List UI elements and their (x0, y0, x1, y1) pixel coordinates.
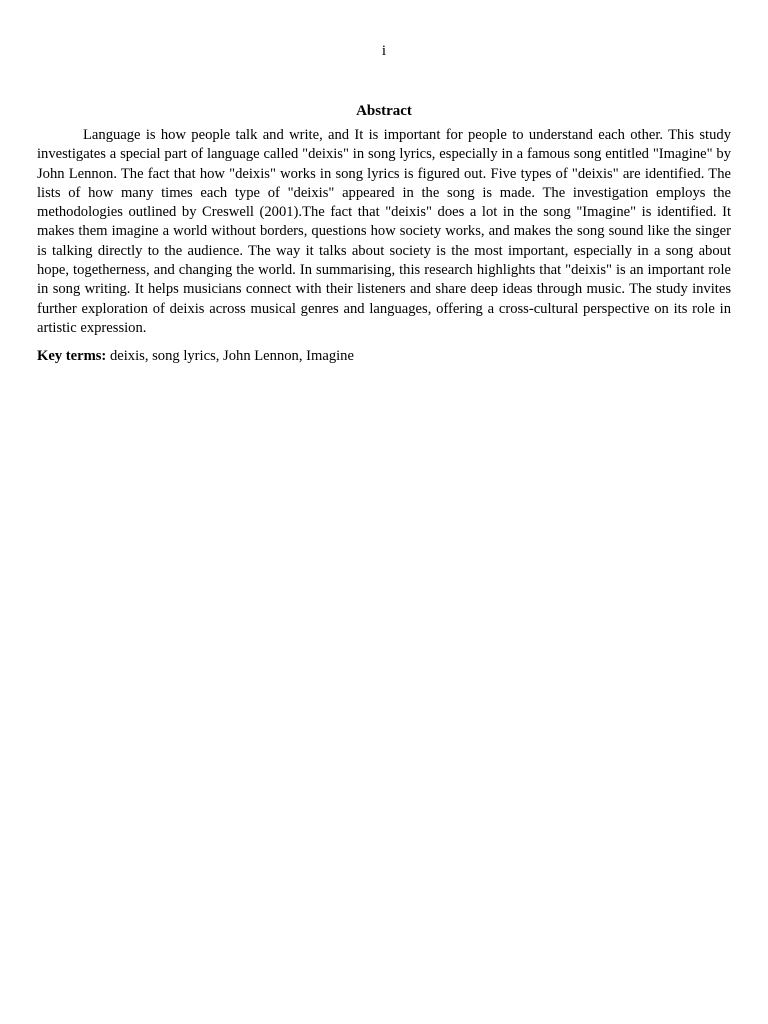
abstract-title: Abstract (356, 103, 412, 119)
page-number: i (381, 43, 387, 59)
key-terms-label: Key terms: (37, 348, 107, 365)
abstract-section (37, 102, 731, 366)
key-terms (37, 347, 731, 366)
abstract-body: Language is how people talk and write, and It is important for people to understand each other. This study investigates a special part of language called "deixis" in song lyrics, especially in a famous song entitled "Imagine" by John Lennon. The fact that how "deixis" works in song lyrics is figured out. Five types of "deixis" are identified. The lists of how many times each type of "deixis" appeared in the song is made. The investigation employs the methodologies outlined by Creswell (2001).The fact that "deixis" does a lot in the song "Imagine" is identified. It makes them imagine a world without borders, questions how society works, and makes the song sound like the singer is talking directly to the audience. The way it talks about society is the most important, especially in a song about hope, togetherness, and changing the world. In summarising, this research highlights that "deixis" is an important role in song writing. It helps musicians connect with their listeners and share deep ideas through music. The study invites further exploration of deixis across musical genres and languages, offering a cross-cultural perspective on its role in artistic expression. (37, 127, 731, 336)
key-terms-value: deixis, song lyrics, John Lennon, Imagine (109, 348, 354, 365)
